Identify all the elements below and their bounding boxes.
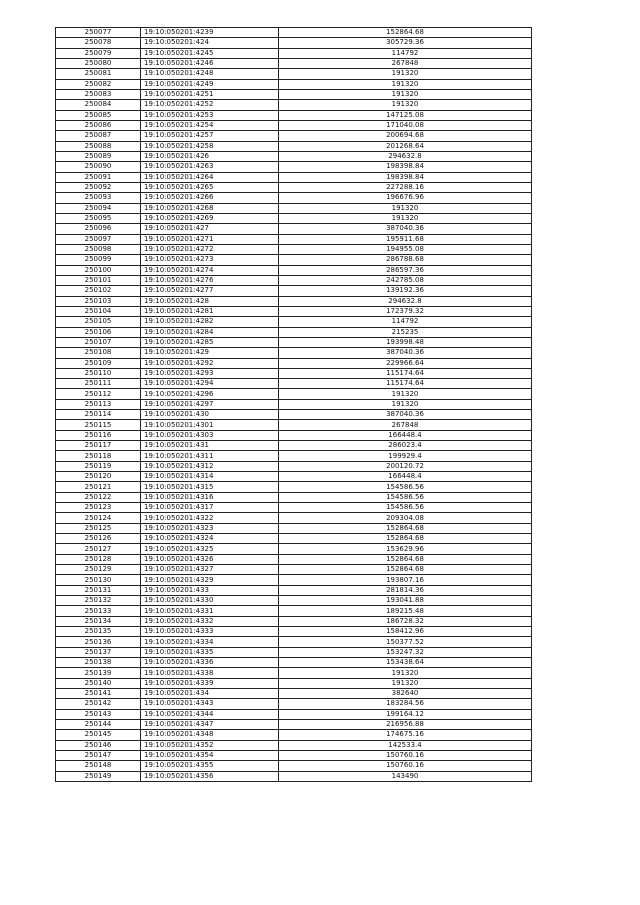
cadastral-number-cell: 19:10:050201:4292: [141, 358, 279, 368]
cadastral-number-cell: 19:10:050201:433: [141, 585, 279, 595]
table-row: [56, 399, 532, 409]
cadastral-number-cell: 19:10:050201:4326: [141, 554, 279, 564]
table-row: [56, 606, 532, 616]
cadastral-value-cell: 189215.48: [279, 606, 532, 616]
cadastral-number-cell: 19:10:050201:4249: [141, 79, 279, 89]
table-row: [56, 110, 532, 120]
cadastral-value-cell: 305729.36: [279, 38, 532, 48]
table-row: [56, 430, 532, 440]
table-row: [56, 193, 532, 203]
row-number-cell: 250087: [56, 131, 141, 141]
cadastral-value-cell: 199164.12: [279, 709, 532, 719]
cadastral-value-cell: 267848: [279, 58, 532, 68]
row-number-cell: 250131: [56, 585, 141, 595]
cadastral-value-cell: 158412.96: [279, 627, 532, 637]
cadastral-value-cell: 191320: [279, 389, 532, 399]
row-number-cell: 250088: [56, 141, 141, 151]
row-number-cell: 250116: [56, 430, 141, 440]
cadastral-number-cell: 19:10:050201:4311: [141, 451, 279, 461]
row-number-cell: 250086: [56, 120, 141, 130]
row-number-cell: 250128: [56, 554, 141, 564]
table-row: [56, 771, 532, 781]
cadastral-number-cell: 19:10:050201:4257: [141, 131, 279, 141]
table-row: [56, 327, 532, 337]
cadastral-number-cell: 19:10:050201:4324: [141, 534, 279, 544]
cadastral-number-cell: 19:10:050201:427: [141, 224, 279, 234]
cadastral-value-cell: 200694.68: [279, 131, 532, 141]
cadastral-value-cell: 191320: [279, 100, 532, 110]
table-row: [56, 658, 532, 668]
table-row: [56, 420, 532, 430]
cadastral-number-cell: 19:10:050201:4301: [141, 420, 279, 430]
cadastral-value-cell: 191320: [279, 203, 532, 213]
cadastral-number-cell: 19:10:050201:4293: [141, 368, 279, 378]
table-row: [56, 482, 532, 492]
cadastral-number-cell: 19:10:050201:4338: [141, 668, 279, 678]
row-number-cell: 250117: [56, 441, 141, 451]
cadastral-value-cell: 147125.08: [279, 110, 532, 120]
table-row: [56, 719, 532, 729]
cadastral-number-cell: 19:10:050201:4343: [141, 699, 279, 709]
cadastral-number-cell: 19:10:050201:4272: [141, 244, 279, 254]
row-number-cell: 250114: [56, 410, 141, 420]
table-row: [56, 58, 532, 68]
cadastral-value-cell: 200120.72: [279, 461, 532, 471]
cadastral-number-cell: 19:10:050201:4239: [141, 28, 279, 38]
cadastral-number-cell: 19:10:050201:4356: [141, 771, 279, 781]
row-number-cell: 250144: [56, 719, 141, 729]
table-row: [56, 120, 532, 130]
cadastral-number-cell: 19:10:050201:4330: [141, 596, 279, 606]
cadastral-value-cell: 153247.32: [279, 647, 532, 657]
cadastral-number-cell: 19:10:050201:4303: [141, 430, 279, 440]
cadastral-number-cell: 19:10:050201:4296: [141, 389, 279, 399]
cadastral-number-cell: 19:10:050201:4265: [141, 182, 279, 192]
row-number-cell: 250142: [56, 699, 141, 709]
row-number-cell: 250133: [56, 606, 141, 616]
cadastral-number-cell: 19:10:050201:4332: [141, 616, 279, 626]
table-row: [56, 69, 532, 79]
cadastral-number-cell: 19:10:050201:4312: [141, 461, 279, 471]
row-number-cell: 250104: [56, 306, 141, 316]
row-number-cell: 250118: [56, 451, 141, 461]
row-number-cell: 250079: [56, 48, 141, 58]
row-number-cell: 250083: [56, 89, 141, 99]
row-number-cell: 250123: [56, 503, 141, 513]
cadastral-number-cell: 19:10:050201:4315: [141, 482, 279, 492]
table-row: [56, 534, 532, 544]
cadastral-value-cell: 166448.4: [279, 430, 532, 440]
table-row: [56, 647, 532, 657]
cadastral-value-cell: 191320: [279, 79, 532, 89]
cadastral-number-cell: 19:10:050201:4253: [141, 110, 279, 120]
cadastral-value-cell: 195911.68: [279, 234, 532, 244]
row-number-cell: 250092: [56, 182, 141, 192]
cadastral-number-cell: 19:10:050201:4263: [141, 162, 279, 172]
row-number-cell: 250081: [56, 69, 141, 79]
row-number-cell: 250139: [56, 668, 141, 678]
cadastral-value-cell: 154586.56: [279, 482, 532, 492]
row-number-cell: 250138: [56, 658, 141, 668]
table-row: [56, 523, 532, 533]
cadastral-number-cell: 19:10:050201:4316: [141, 492, 279, 502]
table-row: [56, 699, 532, 709]
row-number-cell: 250089: [56, 151, 141, 161]
table-row: [56, 151, 532, 161]
row-number-cell: 250115: [56, 420, 141, 430]
row-number-cell: 250103: [56, 296, 141, 306]
cadastral-number-cell: 19:10:050201:4273: [141, 255, 279, 265]
row-number-cell: 250098: [56, 244, 141, 254]
row-number-cell: 250102: [56, 286, 141, 296]
cadastral-value-cell: 387040.36: [279, 224, 532, 234]
cadastral-value-cell: 186728.32: [279, 616, 532, 626]
cadastral-number-cell: 19:10:050201:4334: [141, 637, 279, 647]
table-row: [56, 513, 532, 523]
row-number-cell: 250119: [56, 461, 141, 471]
cadastral-number-cell: 19:10:050201:426: [141, 151, 279, 161]
cadastral-value-cell: 191320: [279, 89, 532, 99]
cadastral-number-cell: 19:10:050201:4269: [141, 213, 279, 223]
cadastral-value-cell: 286023.4: [279, 441, 532, 451]
row-number-cell: 250112: [56, 389, 141, 399]
cadastral-value-cell: 191320: [279, 678, 532, 688]
cadastral-value-cell: 294632.8: [279, 151, 532, 161]
row-number-cell: 250127: [56, 544, 141, 554]
table-row: [56, 575, 532, 585]
cadastral-value-cell: 198398.84: [279, 162, 532, 172]
cadastral-value-cell: 281814.36: [279, 585, 532, 595]
row-number-cell: 250101: [56, 275, 141, 285]
cadastral-value-cell: 387040.36: [279, 348, 532, 358]
cadastral-number-cell: 19:10:050201:4327: [141, 565, 279, 575]
cadastral-number-cell: 19:10:050201:428: [141, 296, 279, 306]
table-row: [56, 461, 532, 471]
table-row: [56, 255, 532, 265]
table-row: [56, 689, 532, 699]
cadastral-number-cell: 19:10:050201:4333: [141, 627, 279, 637]
cadastral-value-cell: 216956.88: [279, 719, 532, 729]
row-number-cell: 250110: [56, 368, 141, 378]
table-row: [56, 265, 532, 275]
row-number-cell: 250109: [56, 358, 141, 368]
cadastral-value-cell: 286788.68: [279, 255, 532, 265]
table-row: [56, 100, 532, 110]
cadastral-number-cell: 19:10:050201:4354: [141, 750, 279, 760]
cadastral-number-cell: 19:10:050201:4325: [141, 544, 279, 554]
cadastral-value-cell: 193041.88: [279, 596, 532, 606]
cadastral-value-cell: 215235: [279, 327, 532, 337]
table-row: [56, 358, 532, 368]
cadastral-value-cell: 171040.08: [279, 120, 532, 130]
row-number-cell: 250100: [56, 265, 141, 275]
row-number-cell: 250094: [56, 203, 141, 213]
cadastral-value-cell: 286597.36: [279, 265, 532, 275]
row-number-cell: 250145: [56, 730, 141, 740]
table-row: [56, 740, 532, 750]
cadastral-value-cell: 174675.16: [279, 730, 532, 740]
table-row: [56, 317, 532, 327]
table-row: [56, 48, 532, 58]
row-number-cell: 250096: [56, 224, 141, 234]
table-row: [56, 244, 532, 254]
row-number-cell: 250148: [56, 761, 141, 771]
table-row: [56, 368, 532, 378]
table-row: [56, 410, 532, 420]
cadastral-value-cell: 143490: [279, 771, 532, 781]
table-row: [56, 709, 532, 719]
cadastral-number-cell: 19:10:050201:4282: [141, 317, 279, 327]
cadastral-value-cell: 150760.16: [279, 750, 532, 760]
table-row: [56, 389, 532, 399]
row-number-cell: 250134: [56, 616, 141, 626]
row-number-cell: 250097: [56, 234, 141, 244]
table-row: [56, 38, 532, 48]
cadastral-value-cell: 387040.36: [279, 410, 532, 420]
table-row: [56, 761, 532, 771]
cadastral-value-cell: 209304.08: [279, 513, 532, 523]
row-number-cell: 250095: [56, 213, 141, 223]
row-number-cell: 250078: [56, 38, 141, 48]
cadastral-number-cell: 19:10:050201:4323: [141, 523, 279, 533]
cadastral-number-cell: 19:10:050201:4266: [141, 193, 279, 203]
table-row: [56, 234, 532, 244]
row-number-cell: 250137: [56, 647, 141, 657]
cadastral-value-table: [55, 27, 532, 782]
row-number-cell: 250141: [56, 689, 141, 699]
cadastral-value-cell: 193807.16: [279, 575, 532, 585]
cadastral-value-cell: 191320: [279, 69, 532, 79]
cadastral-number-cell: 19:10:050201:431: [141, 441, 279, 451]
table-row: [56, 596, 532, 606]
table-body: [56, 28, 532, 782]
cadastral-number-cell: 19:10:050201:4297: [141, 399, 279, 409]
table-row: [56, 79, 532, 89]
cadastral-value-cell: 242785.08: [279, 275, 532, 285]
cadastral-value-cell: 150377.52: [279, 637, 532, 647]
cadastral-value-cell: 152864.68: [279, 523, 532, 533]
row-number-cell: 250146: [56, 740, 141, 750]
cadastral-value-cell: 153438.64: [279, 658, 532, 668]
cadastral-value-cell: 191320: [279, 668, 532, 678]
cadastral-number-cell: 19:10:050201:4348: [141, 730, 279, 740]
cadastral-value-cell: 201268.64: [279, 141, 532, 151]
table-row: [56, 213, 532, 223]
cadastral-number-cell: 19:10:050201:4277: [141, 286, 279, 296]
cadastral-value-cell: 227288.16: [279, 182, 532, 192]
table-row: [56, 28, 532, 38]
row-number-cell: 250136: [56, 637, 141, 647]
cadastral-value-cell: 142533.4: [279, 740, 532, 750]
cadastral-value-cell: 152864.68: [279, 28, 532, 38]
cadastral-value-cell: 166448.4: [279, 472, 532, 482]
table-row: [56, 730, 532, 740]
cadastral-number-cell: 19:10:050201:4314: [141, 472, 279, 482]
row-number-cell: 250099: [56, 255, 141, 265]
table-row: [56, 585, 532, 595]
cadastral-number-cell: 19:10:050201:4329: [141, 575, 279, 585]
cadastral-number-cell: 19:10:050201:4268: [141, 203, 279, 213]
row-number-cell: 250120: [56, 472, 141, 482]
cadastral-value-cell: 115174.64: [279, 368, 532, 378]
cadastral-value-cell: 229966.64: [279, 358, 532, 368]
row-number-cell: 250132: [56, 596, 141, 606]
cadastral-value-cell: 382640: [279, 689, 532, 699]
row-number-cell: 250105: [56, 317, 141, 327]
row-number-cell: 250129: [56, 565, 141, 575]
cadastral-value-cell: 115174.64: [279, 379, 532, 389]
row-number-cell: 250121: [56, 482, 141, 492]
cadastral-number-cell: 19:10:050201:4254: [141, 120, 279, 130]
table-row: [56, 544, 532, 554]
row-number-cell: 250135: [56, 627, 141, 637]
table-row: [56, 337, 532, 347]
row-number-cell: 250130: [56, 575, 141, 585]
cadastral-number-cell: 19:10:050201:434: [141, 689, 279, 699]
table-row: [56, 492, 532, 502]
row-number-cell: 250124: [56, 513, 141, 523]
table-row: [56, 172, 532, 182]
table-row: [56, 348, 532, 358]
cadastral-number-cell: 19:10:050201:4347: [141, 719, 279, 729]
table-row: [56, 379, 532, 389]
row-number-cell: 250113: [56, 399, 141, 409]
cadastral-number-cell: 19:10:050201:4335: [141, 647, 279, 657]
table-row: [56, 224, 532, 234]
table-row: [56, 182, 532, 192]
table-row: [56, 286, 532, 296]
cadastral-number-cell: 19:10:050201:4352: [141, 740, 279, 750]
table-row: [56, 162, 532, 172]
row-number-cell: 250107: [56, 337, 141, 347]
row-number-cell: 250084: [56, 100, 141, 110]
table-row: [56, 89, 532, 99]
row-number-cell: 250125: [56, 523, 141, 533]
table-row: [56, 441, 532, 451]
cadastral-number-cell: 19:10:050201:4344: [141, 709, 279, 719]
table-row: [56, 141, 532, 151]
cadastral-value-cell: 152864.68: [279, 554, 532, 564]
cadastral-value-cell: 193998.48: [279, 337, 532, 347]
cadastral-value-cell: 139192.36: [279, 286, 532, 296]
cadastral-number-cell: 19:10:050201:4274: [141, 265, 279, 275]
table-row: [56, 306, 532, 316]
cadastral-number-cell: 19:10:050201:4252: [141, 100, 279, 110]
row-number-cell: 250085: [56, 110, 141, 120]
table-row: [56, 678, 532, 688]
cadastral-number-cell: 19:10:050201:430: [141, 410, 279, 420]
table-row: [56, 565, 532, 575]
cadastral-value-cell: 191320: [279, 213, 532, 223]
cadastral-value-cell: 183284.56: [279, 699, 532, 709]
table-row: [56, 275, 532, 285]
cadastral-value-cell: 152864.68: [279, 534, 532, 544]
table-row: [56, 554, 532, 564]
row-number-cell: 250082: [56, 79, 141, 89]
cadastral-number-cell: 19:10:050201:4258: [141, 141, 279, 151]
cadastral-number-cell: 19:10:050201:4336: [141, 658, 279, 668]
cadastral-value-cell: 152864.68: [279, 565, 532, 575]
row-number-cell: 250080: [56, 58, 141, 68]
row-number-cell: 250091: [56, 172, 141, 182]
cadastral-number-cell: 19:10:050201:4264: [141, 172, 279, 182]
cadastral-number-cell: 19:10:050201:4317: [141, 503, 279, 513]
cadastral-number-cell: 19:10:050201:4276: [141, 275, 279, 285]
row-number-cell: 250093: [56, 193, 141, 203]
table-row: [56, 131, 532, 141]
cadastral-value-cell: 154586.56: [279, 492, 532, 502]
cadastral-value-cell: 191320: [279, 399, 532, 409]
table-row: [56, 451, 532, 461]
cadastral-number-cell: 19:10:050201:4355: [141, 761, 279, 771]
cadastral-value-cell: 294632.8: [279, 296, 532, 306]
cadastral-number-cell: 19:10:050201:4294: [141, 379, 279, 389]
cadastral-value-cell: 198398.84: [279, 172, 532, 182]
table-row: [56, 203, 532, 213]
cadastral-value-cell: 172379.32: [279, 306, 532, 316]
cadastral-number-cell: 19:10:050201:4284: [141, 327, 279, 337]
cadastral-number-cell: 19:10:050201:4281: [141, 306, 279, 316]
row-number-cell: 250090: [56, 162, 141, 172]
cadastral-number-cell: 19:10:050201:4271: [141, 234, 279, 244]
row-number-cell: 250126: [56, 534, 141, 544]
row-number-cell: 250106: [56, 327, 141, 337]
cadastral-number-cell: 19:10:050201:424: [141, 38, 279, 48]
row-number-cell: 250108: [56, 348, 141, 358]
cadastral-value-cell: 153629.96: [279, 544, 532, 554]
row-number-cell: 250140: [56, 678, 141, 688]
cadastral-number-cell: 19:10:050201:4248: [141, 69, 279, 79]
row-number-cell: 250147: [56, 750, 141, 760]
cadastral-number-cell: 19:10:050201:4339: [141, 678, 279, 688]
cadastral-number-cell: 19:10:050201:429: [141, 348, 279, 358]
table-row: [56, 668, 532, 678]
row-number-cell: 250149: [56, 771, 141, 781]
row-number-cell: 250111: [56, 379, 141, 389]
table-row: [56, 472, 532, 482]
cadastral-value-cell: 267848: [279, 420, 532, 430]
cadastral-value-cell: 150760.16: [279, 761, 532, 771]
cadastral-value-cell: 154586.56: [279, 503, 532, 513]
cadastral-number-cell: 19:10:050201:4285: [141, 337, 279, 347]
row-number-cell: 250143: [56, 709, 141, 719]
cadastral-value-cell: 196676.96: [279, 193, 532, 203]
table-row: [56, 637, 532, 647]
row-number-cell: 250122: [56, 492, 141, 502]
cadastral-number-cell: 19:10:050201:4251: [141, 89, 279, 99]
cadastral-value-cell: 114792: [279, 317, 532, 327]
cadastral-value-cell: 199929.4: [279, 451, 532, 461]
cadastral-number-cell: 19:10:050201:4245: [141, 48, 279, 58]
table-row: [56, 627, 532, 637]
row-number-cell: 250077: [56, 28, 141, 38]
table-row: [56, 616, 532, 626]
table-row: [56, 296, 532, 306]
cadastral-value-cell: 194955.08: [279, 244, 532, 254]
cadastral-value-cell: 114792: [279, 48, 532, 58]
cadastral-number-cell: 19:10:050201:4246: [141, 58, 279, 68]
table-row: [56, 503, 532, 513]
cadastral-number-cell: 19:10:050201:4331: [141, 606, 279, 616]
table-row: [56, 750, 532, 760]
cadastral-number-cell: 19:10:050201:4322: [141, 513, 279, 523]
